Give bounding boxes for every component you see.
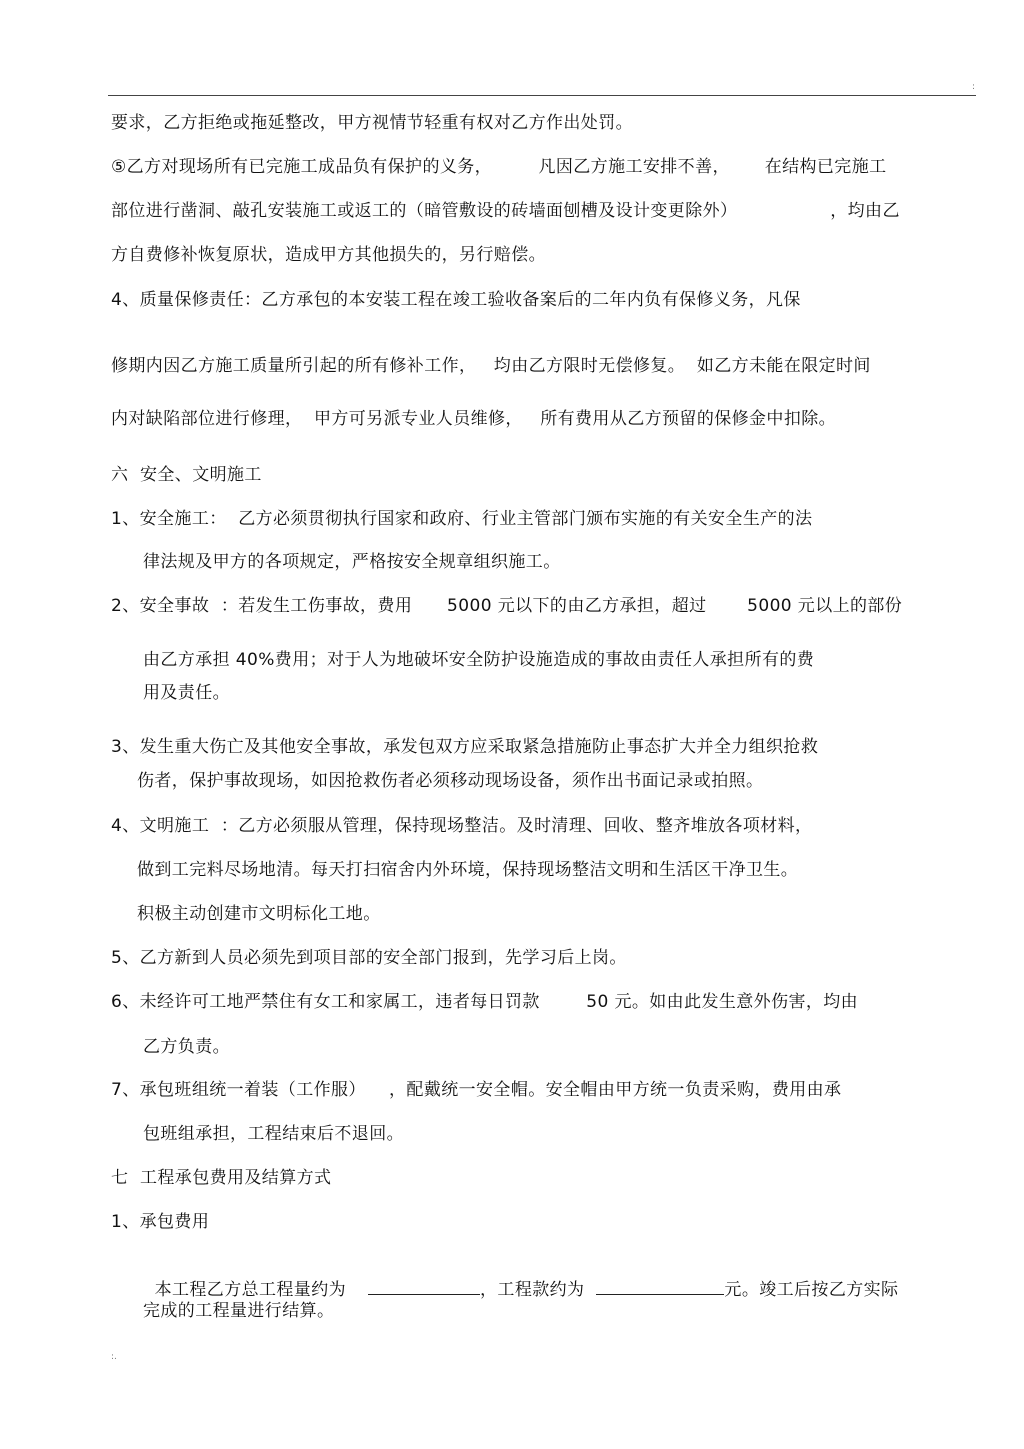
text-line: 内对缺陷部位进行修理， 甲方可另派专业人员维修， 所有费用从乙方预留的保修金中扣除。 (111, 409, 837, 429)
text-line: 1、安全施工： 乙方必须贯彻执行国家和政府、行业主管部门颁布实施的有关安全生产的法 (111, 509, 813, 529)
text-line: 4、质量保修责任：乙方承包的本安装工程在竣工验收备案后的二年内负有保修义务，凡保 (111, 290, 801, 310)
fee-line-part3: 元。竣工后按乙方实际 (724, 1280, 899, 1300)
text-line: 部位进行凿洞、敲孔安装施工或返工的（暗管敷设的砖墙面刨槽及设计变更除外） ，均由乙 (111, 201, 900, 221)
corner-mark-top: : (972, 82, 976, 92)
section-heading: 六 安全、文明施工 (111, 465, 262, 485)
text-line: 修期内因乙方施工质量所引起的所有修补工作， 均由乙方限时无偿修复。 如乙方未能在限定时间 (111, 356, 871, 376)
text-line: 要求，乙方拒绝或拖延整改，甲方视情节轻重有权对乙方作出处罚。 (111, 113, 633, 133)
text-line: 6、未经许可工地严禁住有女工和家属工，违者每日罚款 50 元。如由此发生意外伤害，均由 (111, 992, 859, 1012)
fee-line-part2: ，工程款约为 (480, 1280, 585, 1300)
text-line: 律法规及甲方的各项规定，严格按安全规章组织施工。 (143, 552, 561, 572)
amount-blank-field[interactable] (596, 1278, 724, 1295)
fee-line (143, 1256, 898, 1301)
fee-line-part1: 本工程乙方总工程量约为 (154, 1280, 347, 1300)
text-line: 5、乙方新到人员必须先到项目部的安全部门报到，先学习后上岗。 (111, 948, 627, 968)
text-line: 7、承包班组统一着装（工作服） ，配戴统一安全帽。安全帽由甲方统一负责采购，费用由承 (111, 1080, 842, 1100)
text-line: 4、文明施工 ：乙方必须服从管理，保持现场整洁。及时清理、回收、整齐堆放各项材料， (111, 816, 813, 836)
quantity-blank-field[interactable] (368, 1278, 480, 1295)
text-line: 做到工完料尽场地清。每天打扫宿舍内外环境，保持现场整洁文明和生活区干净卫生。 (137, 860, 799, 880)
text-line: 2、安全事故 ：若发生工伤事故，费用 5000 元以下的由乙方承担，超过 5000 元以上的部份 (111, 596, 903, 616)
text-line: 方自费修补恢复原状，造成甲方其他损失的，另行赔偿。 (111, 245, 546, 265)
text-line: 由乙方承担 40%费用；对于人为地破坏安全防护设施造成的事故由责任人承担所有的费 (143, 650, 815, 670)
text-line: 完成的工程量进行结算。 (143, 1301, 335, 1321)
text-line: 3、发生重大伤亡及其他安全事故，承发包双方应采取紧急措施防止事态扩大并全力组织抢救 (111, 737, 819, 757)
text-line: 伤者，保护事故现场，如因抢救伤者必须移动现场设备，须作出书面记录或拍照。 (137, 771, 764, 791)
text-line: ⑤乙方对现场所有已完施工成品负有保护的义务， 凡因乙方施工安排不善， 在结构已完施工 (111, 157, 887, 177)
corner-mark-bottom: :. (111, 1352, 117, 1362)
header-rule (108, 95, 976, 96)
text-line: 积极主动创建市文明标化工地。 (137, 904, 381, 924)
text-line: 乙方负责。 (143, 1037, 230, 1057)
text-line: 包班组承担，工程结束后不退回。 (143, 1124, 404, 1144)
text-line: 用及责任。 (143, 683, 230, 703)
text-line: 1、承包费用 (111, 1212, 210, 1232)
section-heading: 七 工程承包费用及结算方式 (111, 1168, 332, 1188)
